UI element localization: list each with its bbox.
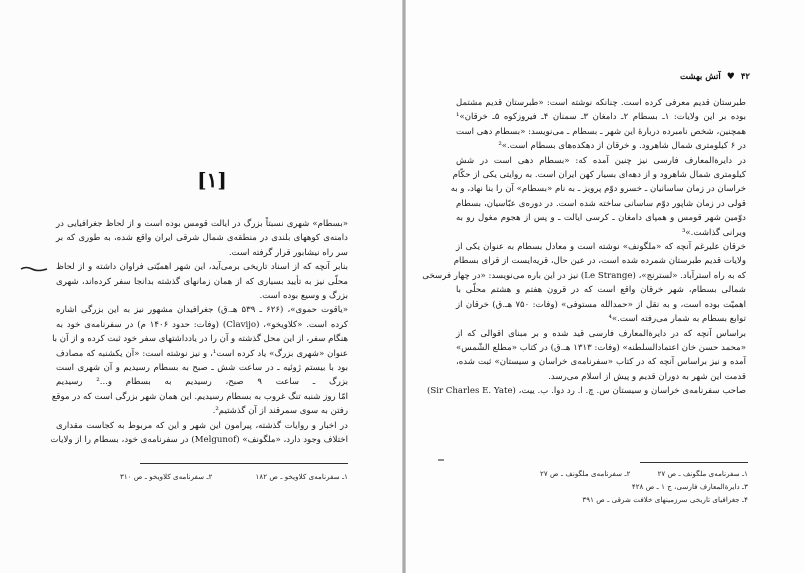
text-line: اختلاف وجود دارد، «ملگونف» (Melgunof) در سفرنامه‌ی خود، بسطام را از ولایات [50,435,348,446]
text-line: کیلومتری شمال شاهرود و از دهه‌ای بسیار کهن ایران است. به روایتی یکی از حکّام [452,170,746,181]
text-line: بزرگ ـ ساعت ۹ صبح، رسیدیم به بسطام و...² رسیدیم [56,377,348,388]
text-line: امّا روز شنبه تنگ غروب به بسطام رسیدیم. این همان شهر بزرگی است که در موقع [51,391,348,402]
text-line: ولایات قدیم طبرستان شمرده شده است، در عین حال، قریه‌ایست از قرای بسطام [453,256,746,267]
margin-ink-mark [20,266,48,272]
text-line: صاحب سفرنامه‌ی خراسان و سیستان س. چ. ا. رد دوا. ب. ییت، (Sir Charles E. Yate) [426,386,746,397]
text-line: کرده است. «کلاویخو»، (Clavijo) (وفات: حدود ۱۴۰۶ م) در سفرنامه‌ی خود به [56,319,348,330]
text-line: دوّمین شهر قومس و همپای دامغان ـ کرسی ایالت ـ و پس از هجوم مغول رو به [456,213,746,224]
running-header [440,72,750,82]
text-line: همچنین، شخص نامبرده دربارهٔ این شهر ـ بسطام ـ می‌نویسد: «بسطام دهی است [456,126,746,137]
text-line: ویرانی گذاشت.»³ [681,227,746,238]
gutter-ink-mark [437,457,445,463]
text-line: «یاقوت حموی»، (۶۲۶ ـ ۵۳۹ هـ.ق) جغرافیدان مشهور نیز به این بزرگی اشاره [56,305,349,316]
text-line: خرقان علیرغم آنچه که «ملگونف» نوشته است و معادل بسطام به عنوان یکی از [456,242,746,253]
footnote: ۴ـ جغرافیای تاریخی سرزمینهای خلافت شرقی ـ ص ۳۹۱ [582,495,748,504]
text-line: بزرگ و وسیع بوده است. [259,291,348,302]
text-line: رفتن به سوی سمرقند از آن گذشتیم². [212,406,348,417]
footnote-rule [640,462,748,463]
right-footnotes [540,467,748,506]
text-line: در ۶ کیلومتری شمال شاهرود. و خرقان از دهکده‌های بسطام است.»² [498,141,746,152]
text-line: دامنه‌ی کوههای بلندی در منطقه‌ی شمال شرقی ایران واقع شده، به طوری که بر [56,233,348,244]
text-line: توابع بسطام به شمار می‌رفته است.»⁴ [608,314,746,325]
text-line: هنگام سفر، از این محل گذشته و آن را در یادداشتهای سفر خود ثبت کرده و از آن با [52,334,348,345]
footnote: ۲ـ سفرنامه‌ی ملگونف ـ ص ۲۷ [540,469,631,478]
footnote-rule [140,463,348,464]
footnote: ۳ـ دایرةالمعارف فارسی، ج ۱ ـ ص ۴۲۸ [631,482,748,491]
left-page-body [50,217,349,448]
text-line: شمالی بسطام، شهر خرقان واقع است که در قرون هفتم و هشتم محلّی با [456,285,746,296]
text-line: «محمد حسن خان اعتمادالسلطنه» (وفات: ۱۳۱۳ هـ.ق) در کتاب «مطلع الشّمس» [456,342,746,353]
text-line: که به راه استرآباد. «لسترنج»، (Le Strange) نیز در این باره می‌نویسد: «در چهار فرسخی [422,270,746,281]
footnote-row [120,470,348,483]
footnote-row [540,467,748,480]
text-line: طبرستان قدیم معرفی کرده است. چنانکه نوشته است: «طبرستان قدیم مشتمل [456,98,746,108]
text-line: سر راه نیشابور قرار گرفته است. [228,247,348,258]
chapter-number: [۱] [197,168,227,192]
text-line: بنابر آنچه که از اسناد تاریخی برمی‌آید، این شهر اهمیّتی فراوان داشته و از لحاظ [56,262,348,273]
left-footnotes [120,470,348,483]
footnote: ۱ـ سفرنامه‌ی کلاویخو ـ ص ۱۸۲ [255,472,348,481]
text-line: در دایرةالمعارف فارسی نیز چنین آمده که: «بسطام دهی است در شش [456,155,746,166]
right-page-body [422,96,746,399]
text-line: براساس آنچه که در دایرةالمعارف فارسی قید شده و بر مبنای اقوالی که از [456,328,746,339]
footnote: ۱ـ سفرنامه‌ی ملگونف ـ ص ۲۷ [657,469,748,478]
text-line: در اخبار و روایات گذشته، پیرامون این شهر و این که مربوط به کجاست مقداری [56,420,348,431]
text-line: محلّی نیز به تأیید بسیاری که از همان زمانهای گذشته بدانجا سفر کرده‌اند، شهری [56,276,348,287]
text-line: قولی در زمان شاپور دوّم ساسانی ساخته شده است. در دوره‌ی عبّاسیان، بسطام [456,198,746,209]
text-line: بود با بیستم ژوئیه ـ در ساعت شش ـ صبح به بسطام رسیدیم و آن شهری است [56,363,348,374]
text-line: عنوان «شهری بزرگ» یاد کرده است¹، و نیز نوشته است: «آن یکشنبه که مصادف [56,348,348,359]
text-line: خراسان در زمان ساسانیان ـ خسرو دوّم پرویز ـ به نام «بسطام» آن را بنا نهاد، و به [450,184,746,195]
book-title: آتش بهشت [680,72,721,82]
page-number: ۴۲ [740,72,750,82]
footnote: ۲ـ سفرنامه‌ی کلاویخو ـ ص ۳۱۰ [120,472,213,481]
text-line: «بسطام» شهری نسبتاً بزرگ در ایالت قومس بوده است و از لحاظ جغرافیایی در [56,219,348,229]
heart-icon: ♥ [726,72,735,82]
text-line: قدمت این شهر به دوران قدیم و پیش از اسلام می‌رسد. [548,371,746,382]
text-line: بوده بر این ولایات: ۱ـ بسطام ۲ـ دامغان ۳ـ سمنان ۴ـ فیروزکوه ۵ـ خرقان»¹ [456,112,746,123]
text-line: آمده و نیز براساس آنچه که در کتاب «سفرنامه‌ی خراسان و سیستان» ثبت شده، [456,357,746,368]
text-line: اهمیّت بوده است، و به نقل از «حمدالله مستوفی» (وفات: ۷۵۰ هـ.ق) خرقان از [456,299,746,310]
